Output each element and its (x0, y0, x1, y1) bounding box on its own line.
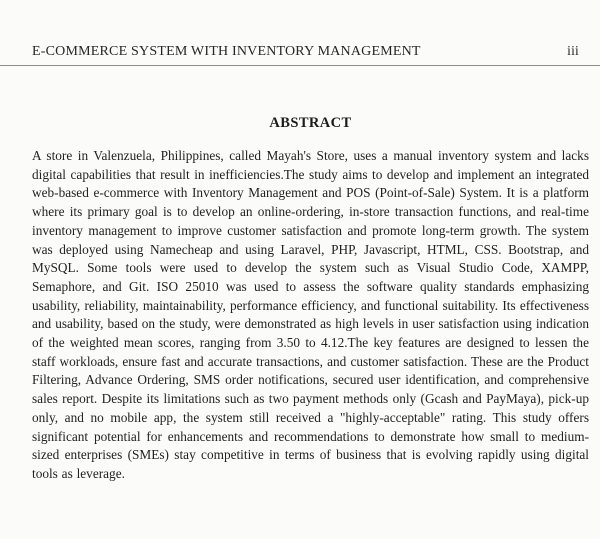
running-header (0, 0, 600, 60)
abstract-paragraph: A store in Valenzuela, Philippines, called Mayah's Store, uses a manual inventory system and lacks digital capabilities that result in inefficiencies.The study aims to develop and implement an integrated web-based e-commerce with Inventory Management and POS (Point-of-Sale) System. It is a platform where its primary goal is to develop an online-ordering, in-store transaction functions, and real-time inventory management to improve customer satisfaction and promote long-term growth. The system was deployed using Namecheap and using Laravel, PHP, Javascript, HTML, CSS. Bootstrap, and MySQL. Some tools were used to develop the system such as Visual Studio Code, XAMPP, Semaphore, and Git. ISO 25010 was used to assess the software quality standards emphasizing usability, reliability, maintainability, performance efficiency, and functional suitability. Its effectiveness and usability, based on the study, were demonstrated as high levels in user satisfaction using indication of the weighted mean scores, ranging from 3.50 to 4.12.The key features are designed to lessen the staff workloads, ensure fast and accurate transactions, and customer satisfaction. These are the Product Filtering, Advance Ordering, SMS order notifications, secured user identification, and comprehensive sales report. Despite its limitations such as two payment methods only (Gcash and PayMaya), pick-up only, and no mobile app, the system still received a "highly-acceptable" rating. This study offers significant potential for enhancements and recommendations to demonstrate how small to medium-sized enterprises (SMEs) stay competitive in terms of business that is evolving rapidly using digital tools as leverage. (32, 148, 589, 481)
header-rule (0, 65, 600, 66)
page-number: iii (567, 43, 579, 58)
abstract-heading: ABSTRACT (269, 115, 352, 131)
running-header-title: E-COMMERCE SYSTEM WITH INVENTORY MANAGEMENT (32, 44, 421, 59)
